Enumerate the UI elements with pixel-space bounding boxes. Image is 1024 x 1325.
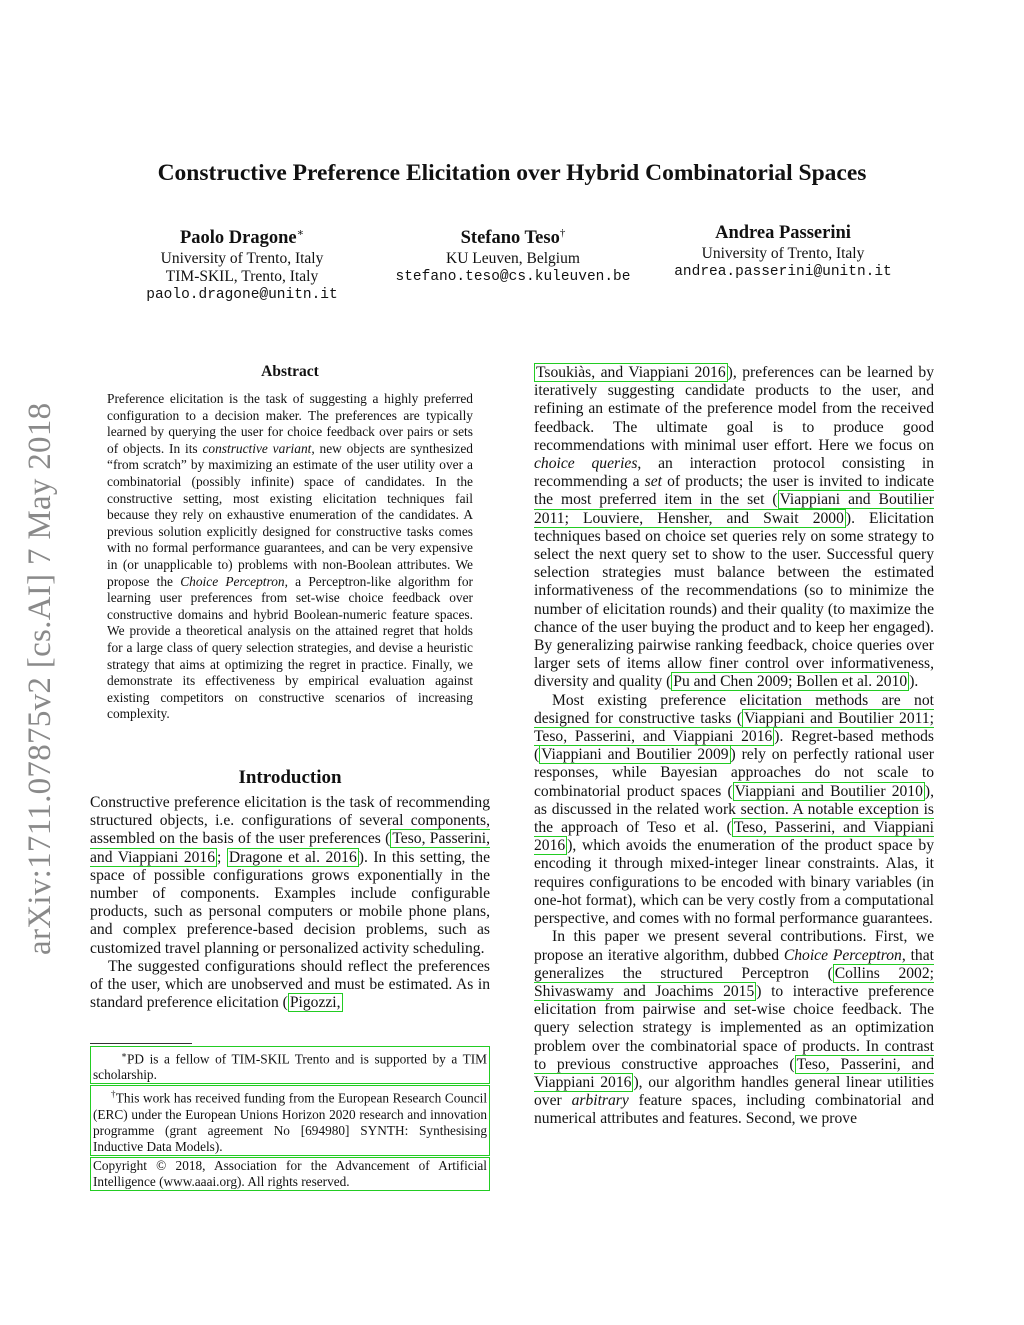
paragraph: In this paper we present several contributions. First, we propose an iterative algorithm, dubbed Choice Perceptron, that generalizes the structured Perceptron ( Collins 2002; Shivaswamy and Joachims 2015 ) to interactive preference elicitation from pairwise and set-wise choice feedback. The query selection strategy is implemented as an optimization problem over the combinatorial space of products. In contrast to previous constructive approaches ( Teso, Passerini, and Viappiani 2016 ), our algorithm handles general linear utilities over arbitrary feature spaces, including combinatorial and numerical attributes and features. Second, we prove: [534, 928, 934, 1128]
author-affiliation: KU Leuven, Belgium: [446, 250, 580, 268]
author-1: [132, 224, 352, 304]
citation-link[interactable]: Viappiani and Boutilier 2010: [734, 782, 923, 800]
footnote-rule: [90, 1043, 192, 1044]
paragraph: The suggested configurations should reflect the preferences of the user, which are unobserved and must be estimated. As in standard preference elicitation ( Pigozzi,: [90, 957, 490, 1012]
citation-link[interactable]: Teso, Passerini, and Viappiani 2016: [534, 819, 934, 855]
author-name: Paolo Dragone∗: [179, 227, 305, 249]
author-affiliation: TIM-SKIL, Trento, Italy: [165, 268, 319, 286]
citation-link[interactable]: Collins 2002; Shivaswamy and Joachims 2015: [534, 964, 934, 1000]
citation-link[interactable]: Teso, Passerini, and Viappiani 2016: [90, 830, 490, 866]
author-email: paolo.dragone@unitn.it: [146, 287, 338, 304]
abstract-body: Preference elicitation is the task of suggesting a highly preferred configuration to a decision maker. The preferences are typically learned by querying the user for choice feedback over pairs or sets of objects. In its constructive variant, new objects are synthesized “from scratch” by maximizing an estimate of the user utility over a combinatorial (possibly infinite) space of candidates. In the constructive setting, most existing elicitation techniques fail because they rely on exhaustive enumeration of the candidates. A previous solution explicitly designed for constructive tasks comes with no formal performance guarantees, and can be very expensive in (or unapplicable to) problems with non-Boolean attributes. We propose the Choice Perceptron, a Perceptron-like algorithm for learning user preferences from set-wise choice feedback over constructive domains and hybrid Boolean-numeric feature spaces. We provide a theoretical analysis on the attained regret that holds for a large class of query selection strategies, and devise a heuristic strategy that aims at optimizing the regret in practice. Finally, we demonstrate its effectiveness by empirical evaluation against existing competitors on constructive scenarios of increasing complexity.: [107, 391, 474, 722]
citation-link[interactable]: Pu and Chen 2009; Bollen et al. 2010: [673, 673, 908, 691]
footnotes: [90, 1046, 490, 1192]
paper-title: Constructive Preference Elicitation over Hybrid Combinatorial Spaces: [157, 160, 867, 186]
abstract-heading: Abstract: [261, 363, 319, 380]
citation-link[interactable]: Pigozzi,: [289, 994, 341, 1012]
citation-link[interactable]: Teso, Passerini, and Viappiani 2016: [534, 1055, 934, 1091]
author-affiliation: University of Trento, Italy: [160, 250, 324, 268]
author-name: Andrea Passerini: [715, 223, 851, 243]
footnote-link[interactable]: †This work has received funding from the European Research Council (ERC) under the European Unions Horizon 2020 research and innovation programme (grant agreement No [694980] SYNTH: Synthesising Inductive Data Models).: [90, 1085, 490, 1155]
introduction-heading: Introduction: [238, 767, 342, 788]
author-name: Stefano Teso†: [460, 227, 566, 249]
citation-link[interactable]: Viappiani and Boutilier 2011; Louviere, Hensher, and Swait 2000: [534, 491, 934, 527]
right-column-body: [534, 364, 934, 1129]
citation-link[interactable]: Tsoukiàs, and Viappiani 2016: [536, 364, 726, 381]
author-email: andrea.passerini@unitn.it: [674, 264, 892, 280]
citation-link[interactable]: Dragone et al. 2016: [228, 848, 357, 866]
footnote-link[interactable]: ∗PD is a fellow of TIM-SKIL Trento and is supported by a TIM scholarship.: [90, 1046, 490, 1084]
paragraph: Most existing preference elicitation methods are not designed for constructive tasks ( Viappiani and Boutilier 2011; Teso, Passerini, and Viappiani 2016 ). Regret-based methods ( Viappiani and Boutilier 2009 ) rely on perfectly rational user responses, while Bayesian approaches do not scale to combinatorial product spaces ( Viappiani and Boutilier 2010 ), as discussed in the related work section. A notable exception is the approach of Teso et al. ( Teso, Passerini, and Viappiani 2016 ), which avoids the enumeration of the product space by encoding it through mixed-integer linear constraints. Alas, it requires configurations to be encoded with binary variables (in one-hot format), which can be very costly from a computational perspective, and comes with no formal performance guarantees.: [534, 691, 934, 928]
arxiv-identifier: arXiv:1711.07875v2 [cs.AI] 7 May 2018: [22, 402, 58, 955]
introduction-body: [90, 794, 490, 1012]
author-2: [372, 224, 654, 286]
paragraph: Tsoukiàs, and Viappiani 2016 ), preferences can be learned by iteratively suggesting candidate products to the user, and refining an estimate of the preference model from the received feedback. The ultimate goal is to produce good recommendations with minimal user effort. Here we focus on choice queries, an interaction protocol consisting in recommending a set of products; the user is invited to indicate the most preferred item in the set ( Viappiani and Boutilier 2011; Louviere, Hensher, and Swait 2000 ). Elicitation techniques based on choice set queries rely on some strategy to select the next query set to show to the user. Successful query selection strategies must balance between the estimated informativeness of the recommendations (so to minimize the number of elicitation rounds) and their quality (to maximize the chance of the user buying the product and to keep her engaged). By generalizing pairwise ranking feedback, choice queries over larger sets of items allow finer control over informativeness, diversity and quality ( Pu and Chen 2009; Bollen et al. 2010 ).: [534, 364, 934, 691]
copyright-link[interactable]: Copyright © 2018, Association for the Advancement of Artificial Intelligence (www.aaai.org). All rights reserved.: [90, 1157, 490, 1191]
paragraph: Constructive preference elicitation is the task of recommending structured objects, i.e. configurations of several components, assembled on the basis of the user preferences ( Teso, Passerini, and Viappiani 2016 ; Dragone et al. 2016 ). In this setting, the space of possible configurations grows exponentially in the number of components. Examples include configurable products, such as personal computers or mobile phone plans, and complex preference-based decision problems, such as customized travel planning or personalized activity scheduling.: [90, 794, 490, 957]
author-3: [656, 224, 910, 281]
citation-link[interactable]: Viappiani and Boutilier 2009: [541, 746, 729, 764]
author-affiliation: University of Trento, Italy: [701, 245, 865, 262]
citation-link[interactable]: Viappiani and Boutilier 2011; Teso, Passerini, and Viappiani 2016: [534, 709, 934, 746]
author-email: stefano.teso@cs.kuleuven.be: [395, 269, 631, 286]
